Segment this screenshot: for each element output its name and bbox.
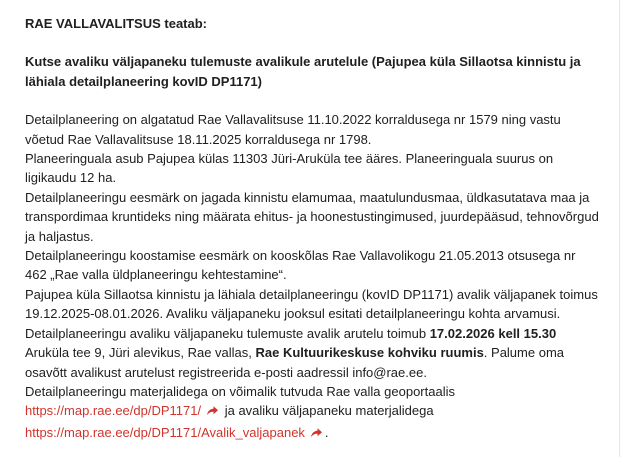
exhibition-materials-link-text: https://map.rae.ee/dp/DP1171/Avalik_valjapanek	[25, 424, 305, 440]
share-arrow-icon	[206, 403, 219, 422]
materials-text-1: Detailplaneeringu materjalidega on võimalik tutvuda Rae valla geoportaalis	[25, 383, 455, 399]
geoportal-link-text: https://map.rae.ee/dp/DP1171/	[25, 403, 202, 419]
paragraph-location: Planeeringuala asub Pajupea külas 11303 Jüri-Aruküla tee ääres. Planeeringuala suurus on ligikaudu 12 ha.	[25, 151, 554, 186]
paragraph-exhibition: Pajupea küla Sillaotsa kinnistu ja lähiala detailplaneeringu (kovID DP1171) avalik väljapanek toimus 19.12.2025-08.01.2026. Avaliku väljapaneku jooksul esitati detailplaneeringu kohta arvamusi.	[25, 286, 598, 322]
notice-content	[25, 14, 600, 444]
share-arrow-icon	[310, 425, 323, 444]
notice-header: RAE VALLAVALITSUS teatab:	[25, 16, 208, 31]
exhibition-materials-link[interactable]	[25, 425, 325, 440]
discussion-date: 17.02.2026 kell 15.30	[429, 325, 557, 341]
paragraph-discussion	[25, 324, 600, 382]
paragraph-general-plan: Detailplaneeringu koostamise eesmärk on kooskõlas Rae Vallavolikogu 21.05.2013 otsusega nr 462 „Rae valla üldplaneeringu kehtestamine“.	[25, 248, 576, 283]
discussion-place: Rae Kultuurikeskuse kohviku ruumis	[255, 345, 484, 361]
materials-text-2: ja avaliku väljapaneku materjalidega	[224, 403, 434, 419]
discussion-text-1: Detailplaneeringu avaliku väljapaneku tulemuste avalik arutelu toimub	[25, 325, 430, 341]
notice-title: Kutse avaliku väljapaneku tulemuste avalikule arutelule (Pajupea küla Sillaotsa kinnistu ja lähiala detailplaneering kovID DP1171)	[25, 54, 581, 89]
paragraph-initiation: Detailplaneering on algatatud Rae Vallavalitsuse 11.10.2022 korraldusega nr 1579 ning vastu võetud Rae Vallavalitsuse 18.11.2025 korraldusega nr 1798.	[25, 112, 561, 147]
discussion-text-2: Aruküla tee 9, Jüri alevikus, Rae vallas,	[25, 345, 256, 361]
paragraph-materials	[25, 382, 600, 444]
materials-end: .	[324, 424, 329, 440]
discussion-text-3: . Palume oma osavõtt avalikust arutelust registreerida e-posti aadressil info@rae.ee.	[25, 345, 564, 380]
paragraph-purpose: Detailplaneeringu eesmärk on jagada kinnistu elamumaa, maatulundusmaa, üldkasutatava maa ja transpordimaa kruntideks ning määrata ehitus- ja hoonestustingimused, juurdepääsud, tehnovõrgud ja haljastus.	[25, 189, 599, 244]
geoportal-link[interactable]	[25, 403, 221, 418]
